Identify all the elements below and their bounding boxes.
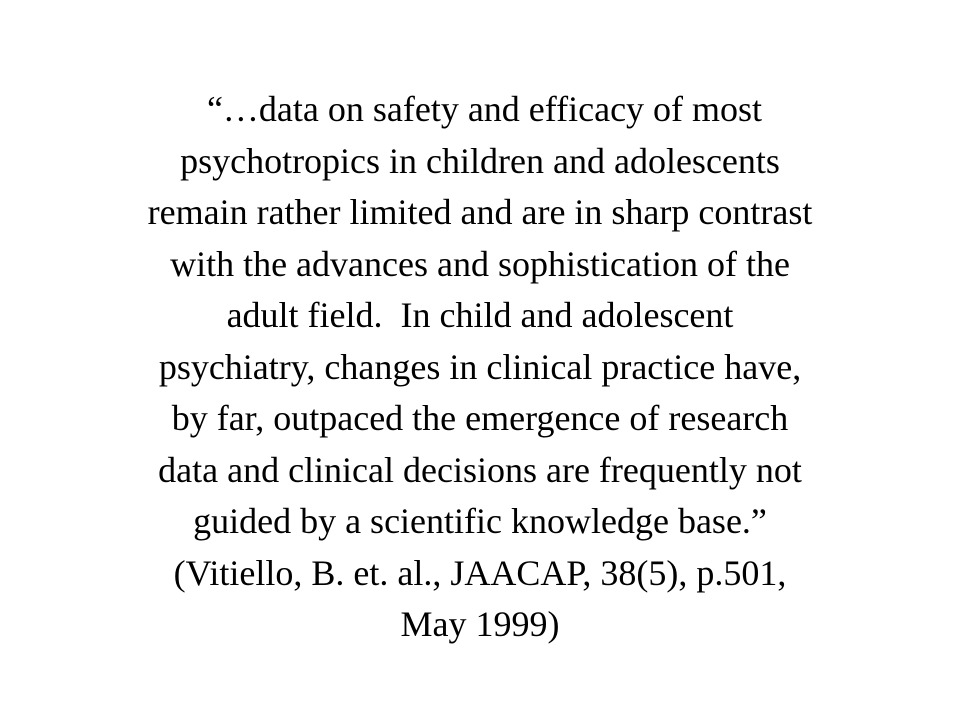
quote-line-8: data and clinical decisions are frequently not (158, 449, 802, 490)
quote-line-3: remain rather limited and are in sharp contrast (147, 192, 813, 232)
quote-block (70, 84, 890, 651)
quote-line-1: “…data on safety and efficacy of most (197, 89, 763, 129)
citation-line-1: (Vitiello, B. et. al., JAACAP, 38(5), p.501, (173, 552, 787, 593)
quote-line-6: psychiatry, changes in clinical practice have, (158, 346, 802, 387)
quote-line-2: psychotropics in children and adolescents (180, 140, 780, 181)
quote-line-5: adult field. In child and adolescent (226, 295, 734, 335)
quote-line-4: with the advances and sophistication of the (170, 243, 790, 284)
citation-line-2: May 1999) (400, 604, 560, 644)
quote-line-9: guided by a scientific knowledge base.” (193, 501, 767, 541)
quote-line-7: by far, outpaced the emergence of research (171, 398, 789, 438)
